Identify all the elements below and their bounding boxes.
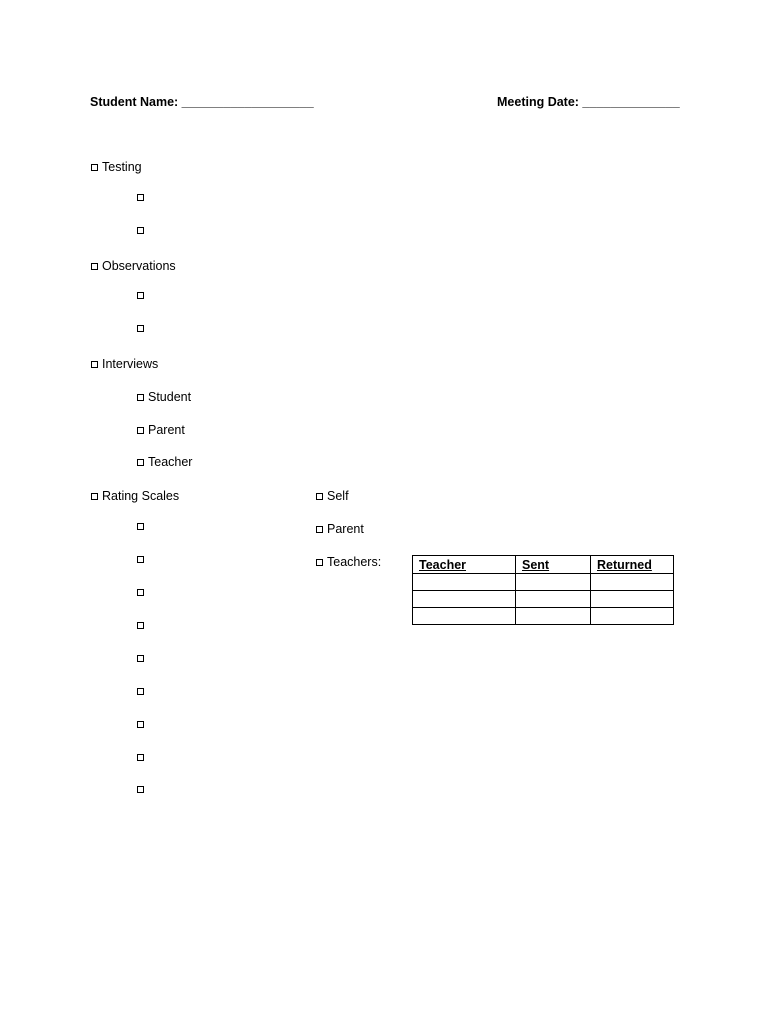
- rating-teachers-checkbox[interactable]: [316, 559, 323, 566]
- rating-sub-item: [137, 588, 148, 596]
- rating-teachers-item: [316, 554, 381, 570]
- rating-sub-item: [137, 753, 148, 761]
- interview-student-checkbox[interactable]: [137, 394, 144, 401]
- sent-cell[interactable]: [516, 574, 591, 591]
- checkbox[interactable]: [137, 754, 144, 761]
- interviews-checkbox[interactable]: [91, 361, 98, 368]
- testing-item: [91, 159, 142, 175]
- checkbox[interactable]: [137, 688, 144, 695]
- rating-sub-item: [137, 687, 148, 695]
- teacher-cell[interactable]: [413, 608, 516, 625]
- observations-item: [91, 258, 176, 274]
- interview-teacher-label: Teacher: [148, 455, 193, 469]
- observations-label: Observations: [102, 259, 176, 273]
- checkbox[interactable]: [137, 655, 144, 662]
- interview-teacher-item: [137, 454, 192, 470]
- rating-self-checkbox[interactable]: [316, 493, 323, 500]
- rating-scales-item: [91, 488, 179, 504]
- teacher-cell[interactable]: [413, 574, 516, 591]
- returned-cell[interactable]: [591, 574, 674, 591]
- rating-teachers-label: Teachers:: [327, 555, 382, 569]
- table-row: [413, 574, 674, 591]
- rating-sub-item: [137, 621, 148, 629]
- returned-cell[interactable]: [591, 591, 674, 608]
- observations-sub-item: [137, 291, 148, 299]
- rating-sub-item: [137, 785, 148, 793]
- checkbox[interactable]: [137, 227, 144, 234]
- teacher-column-header: Teacher: [413, 556, 516, 574]
- interview-parent-item: [137, 422, 185, 438]
- rating-scales-label: Rating Scales: [102, 489, 180, 503]
- sent-cell[interactable]: [516, 591, 591, 608]
- checkbox[interactable]: [137, 721, 144, 728]
- rating-parent-label: Parent: [327, 522, 364, 536]
- checkbox[interactable]: [137, 589, 144, 596]
- checkbox[interactable]: [137, 786, 144, 793]
- rating-scales-checkbox[interactable]: [91, 493, 98, 500]
- testing-checkbox[interactable]: [91, 164, 98, 171]
- interview-teacher-checkbox[interactable]: [137, 459, 144, 466]
- sent-cell[interactable]: [516, 608, 591, 625]
- checkbox[interactable]: [137, 292, 144, 299]
- interview-student-label: Student: [148, 390, 192, 404]
- interviews-label: Interviews: [102, 357, 159, 371]
- table-row: [413, 608, 674, 625]
- interview-student-item: [137, 389, 191, 405]
- testing-label: Testing: [102, 160, 142, 174]
- table-header-row: [413, 556, 674, 574]
- rating-sub-item: [137, 555, 148, 563]
- checkbox[interactable]: [137, 556, 144, 563]
- meeting-date-field[interactable]: Meeting Date: ______________: [497, 95, 680, 109]
- rating-sub-item: [137, 720, 148, 728]
- student-name-field[interactable]: Student Name: ___________________: [90, 95, 314, 109]
- checkbox[interactable]: [137, 194, 144, 201]
- observations-checkbox[interactable]: [91, 263, 98, 270]
- rating-sub-item: [137, 522, 148, 530]
- interview-parent-label: Parent: [148, 423, 185, 437]
- testing-sub-item: [137, 193, 148, 201]
- table-row: [413, 591, 674, 608]
- checkbox[interactable]: [137, 622, 144, 629]
- observations-sub-item: [137, 324, 148, 332]
- rating-sub-item: [137, 654, 148, 662]
- teacher-tracking-table: [412, 555, 674, 625]
- rating-self-item: [316, 488, 349, 504]
- rating-parent-item: [316, 521, 364, 537]
- sent-column-header: Sent: [516, 556, 591, 574]
- interview-parent-checkbox[interactable]: [137, 427, 144, 434]
- checkbox[interactable]: [137, 523, 144, 530]
- rating-parent-checkbox[interactable]: [316, 526, 323, 533]
- rating-self-label: Self: [327, 489, 349, 503]
- testing-sub-item: [137, 226, 148, 234]
- checkbox[interactable]: [137, 325, 144, 332]
- returned-column-header: Returned: [591, 556, 674, 574]
- returned-cell[interactable]: [591, 608, 674, 625]
- interviews-item: [91, 356, 158, 372]
- teacher-cell[interactable]: [413, 591, 516, 608]
